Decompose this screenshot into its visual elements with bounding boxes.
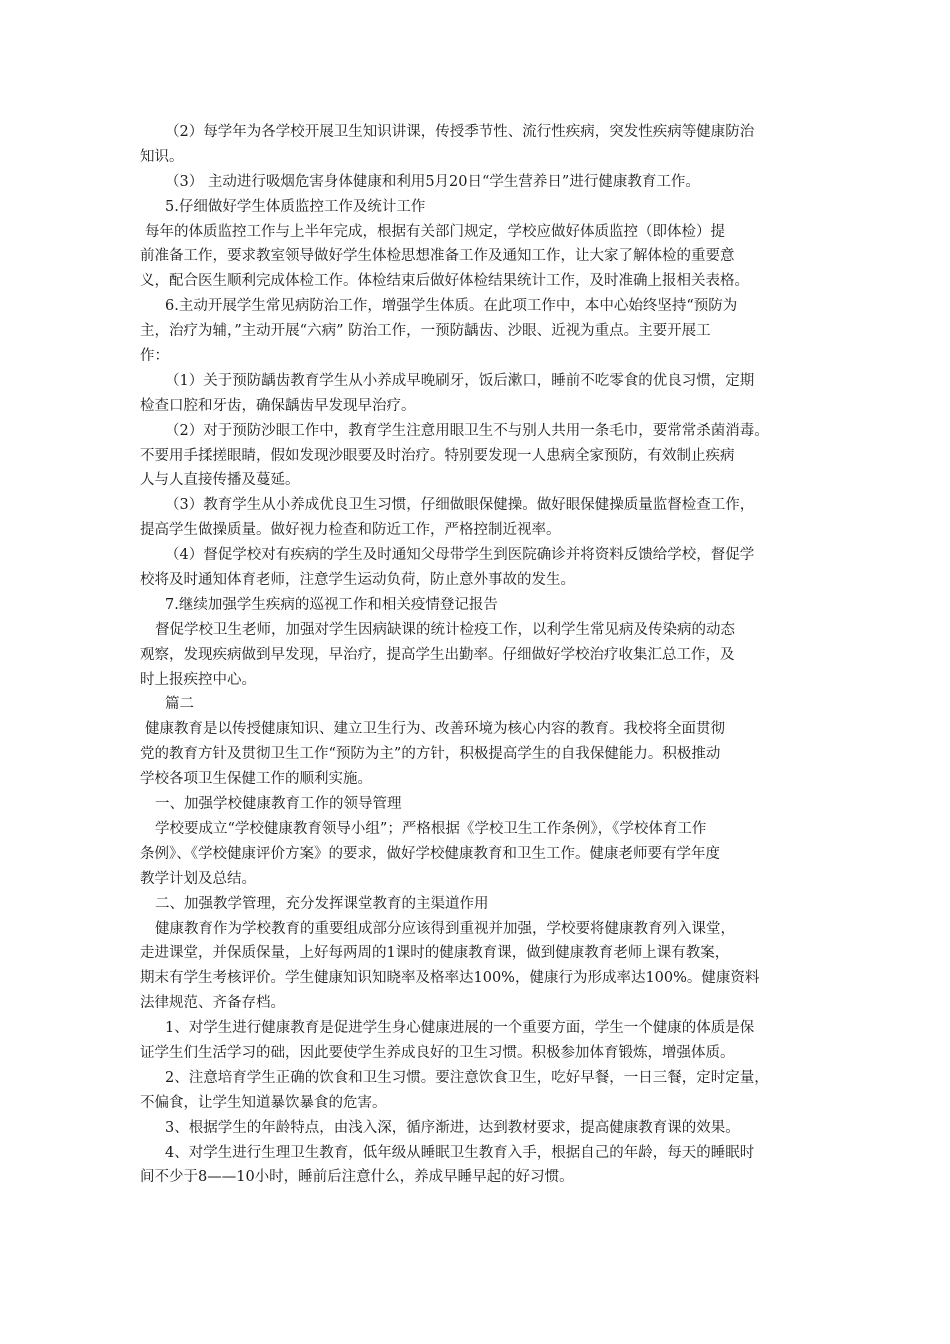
paragraph-line: 人与人直接传播及蔓延。 <box>140 472 300 489</box>
paragraph-line: 条例》、《学校健康评价方案》的要求，做好学校健康教育和卫生工作。健康老师要有学年度 <box>140 845 720 862</box>
paragraph-line: 2、注意培育学生正确的饮食和卫生习惯。要注意饮食卫生，吃好早餐，一日三餐，定时定量， <box>165 1069 769 1086</box>
paragraph-line: 期末有学生考核评价。学生健康知识知晓率及格率达100%，健康行为形成率达100%。健康资料 <box>140 970 760 987</box>
paragraph-line: 校将及时通知体育老师，注意学生运动负荷，防止意外事故的发生。 <box>140 572 575 589</box>
paragraph-line: （3） 主动进行吸烟危害身体健康和利用5月20日“学生营养日”进行健康教育工作。 <box>165 173 700 190</box>
paragraph-line: 提高学生做操质量。做好视力检查和防近工作，严格控制近视率。 <box>140 522 561 539</box>
document-body <box>140 120 830 1190</box>
paragraph-line: （2）对于预防沙眼工作中，教育学生注意用眼卫生不与别人共用一条毛巾，要常常杀菌消毒。 <box>165 422 769 439</box>
paragraph-line: （3）教育学生从小养成优良卫生习惯，仔细做眼保健操。做好眼保健操质量监督检查工作， <box>165 497 755 514</box>
section-heading: 一、加强学校健康教育工作的领导管理 <box>155 796 402 813</box>
paragraph-line: 教学计划及总结。 <box>140 870 256 887</box>
paragraph-line: 不要用手揉搓眼睛，假如发现沙眼要及时治疗。特别要发现一人患病全家预防，有效制止疾病 <box>140 447 735 464</box>
paragraph-line: 1、对学生进行健康教育是促进学生身心健康进展的一个重要方面，学生一个健康的体质是保 <box>165 1020 755 1037</box>
paragraph-line: 时上报疾控中心。 <box>140 671 256 688</box>
part-title: 篇二 <box>165 696 194 713</box>
paragraph-line: 健康教育是以传授健康知识、建立卫生行为、改善环境为核心内容的教育。我校将全面贯彻 <box>145 721 725 738</box>
paragraph-line: （1）关于预防龋齿教育学生从小养成早晚刷牙，饭后漱口，睡前不吃零食的优良习惯，定期 <box>165 372 755 389</box>
section-heading: 6.主动开展学生常见病防治工作，增强学生体质。在此项工作中，本中心始终坚持“预防为 <box>165 298 738 315</box>
paragraph-line: 义，配合医生顺利完成体检工作。体检结束后做好体检结果统计工作，及时准确上报相关表格。 <box>140 273 749 290</box>
paragraph-line: 学校各项卫生保健工作的顺利实施。 <box>140 771 372 788</box>
paragraph-line: 3、根据学生的年龄特点，由浅入深，循序渐进，达到教材要求，提高健康教育课的效果。 <box>165 1119 740 1136</box>
paragraph-line: 党的教育方针及贯彻卫生工作“预防为主”的方针，积极提高学生的自我保健能力。积极推动 <box>140 746 721 763</box>
paragraph-line: 前准备工作，要求教室领导做好学生体检思想准备工作及通知工作，让大家了解体检的重要意 <box>140 248 735 265</box>
paragraph-line: 走进课堂，并保质保量，上好每两周的1课时的健康教育课，做到健康教育老师上课有教案， <box>140 945 730 962</box>
paragraph-line: 每年的体质监控工作与上半年完成，根据有关部门规定，学校应做好体质监控（即体检）提 <box>145 223 725 240</box>
paragraph-line: 观察，发现疾病做到早发现，早治疗，提高学生出勤率。仔细做好学校治疗收集汇总工作，及 <box>140 646 735 663</box>
paragraph-line: 督促学校卫生老师，加强对学生因病缺课的统计检疫工作，以利学生常见病及传染病的动态 <box>155 621 735 638</box>
paragraph-line: 主，治疗为辅，”主动开展“六病” 防治工作，一预防龋齿、沙眼、近视为重点。主要开展工 <box>140 323 711 340</box>
paragraph-line: （4）督促学校对有疾病的学生及时通知父母带学生到医院确诊并将资料反馈给学校，督促学 <box>165 547 755 564</box>
paragraph-line: 学校要成立“学校健康教育领导小组”；严格根据《学校卫生工作条例》，《学校体育工作 <box>155 820 707 837</box>
section-heading: 7.继续加强学生疾病的巡视工作和相关疫情登记报告 <box>165 596 498 613</box>
paragraph-line: 检查口腔和牙齿，确保龋齿早发现早治疗。 <box>140 397 416 414</box>
paragraph-line: 法律规范、齐备存档。 <box>140 995 285 1012</box>
paragraph-line: 不偏食，让学生知道暴饮暴食的危害。 <box>140 1094 387 1111</box>
paragraph-line: 4、对学生进行生理卫生教育，低年级从睡眠卫生教育入手，根据自己的年龄，每天的睡眠时 <box>165 1144 755 1161</box>
paragraph-line: 知识。 <box>140 148 184 165</box>
paragraph-line: 作： <box>140 348 169 365</box>
section-heading: 二、加强教学管理，充分发挥课堂教育的主渠道作用 <box>155 895 489 912</box>
section-heading: 5.仔细做好学生体质监控工作及统计工作 <box>165 198 426 215</box>
paragraph-line: 健康教育作为学校教育的重要组成部分应该得到重视并加强，学校要将健康教育列入课堂， <box>155 920 735 937</box>
paragraph-line: 间不少于8——10小时，睡前后注意什么，养成早睡早起的好习惯。 <box>140 1169 574 1186</box>
paragraph-line: （2）每学年为各学校开展卫生知识讲课，传授季节性、流行性疾病，突发性疾病等健康防治 <box>165 124 755 140</box>
paragraph-line: 证学生们生活学习的础，因此要使学生养成良好的卫生习惯。积极参加体育锻炼，增强体质。 <box>140 1044 735 1061</box>
